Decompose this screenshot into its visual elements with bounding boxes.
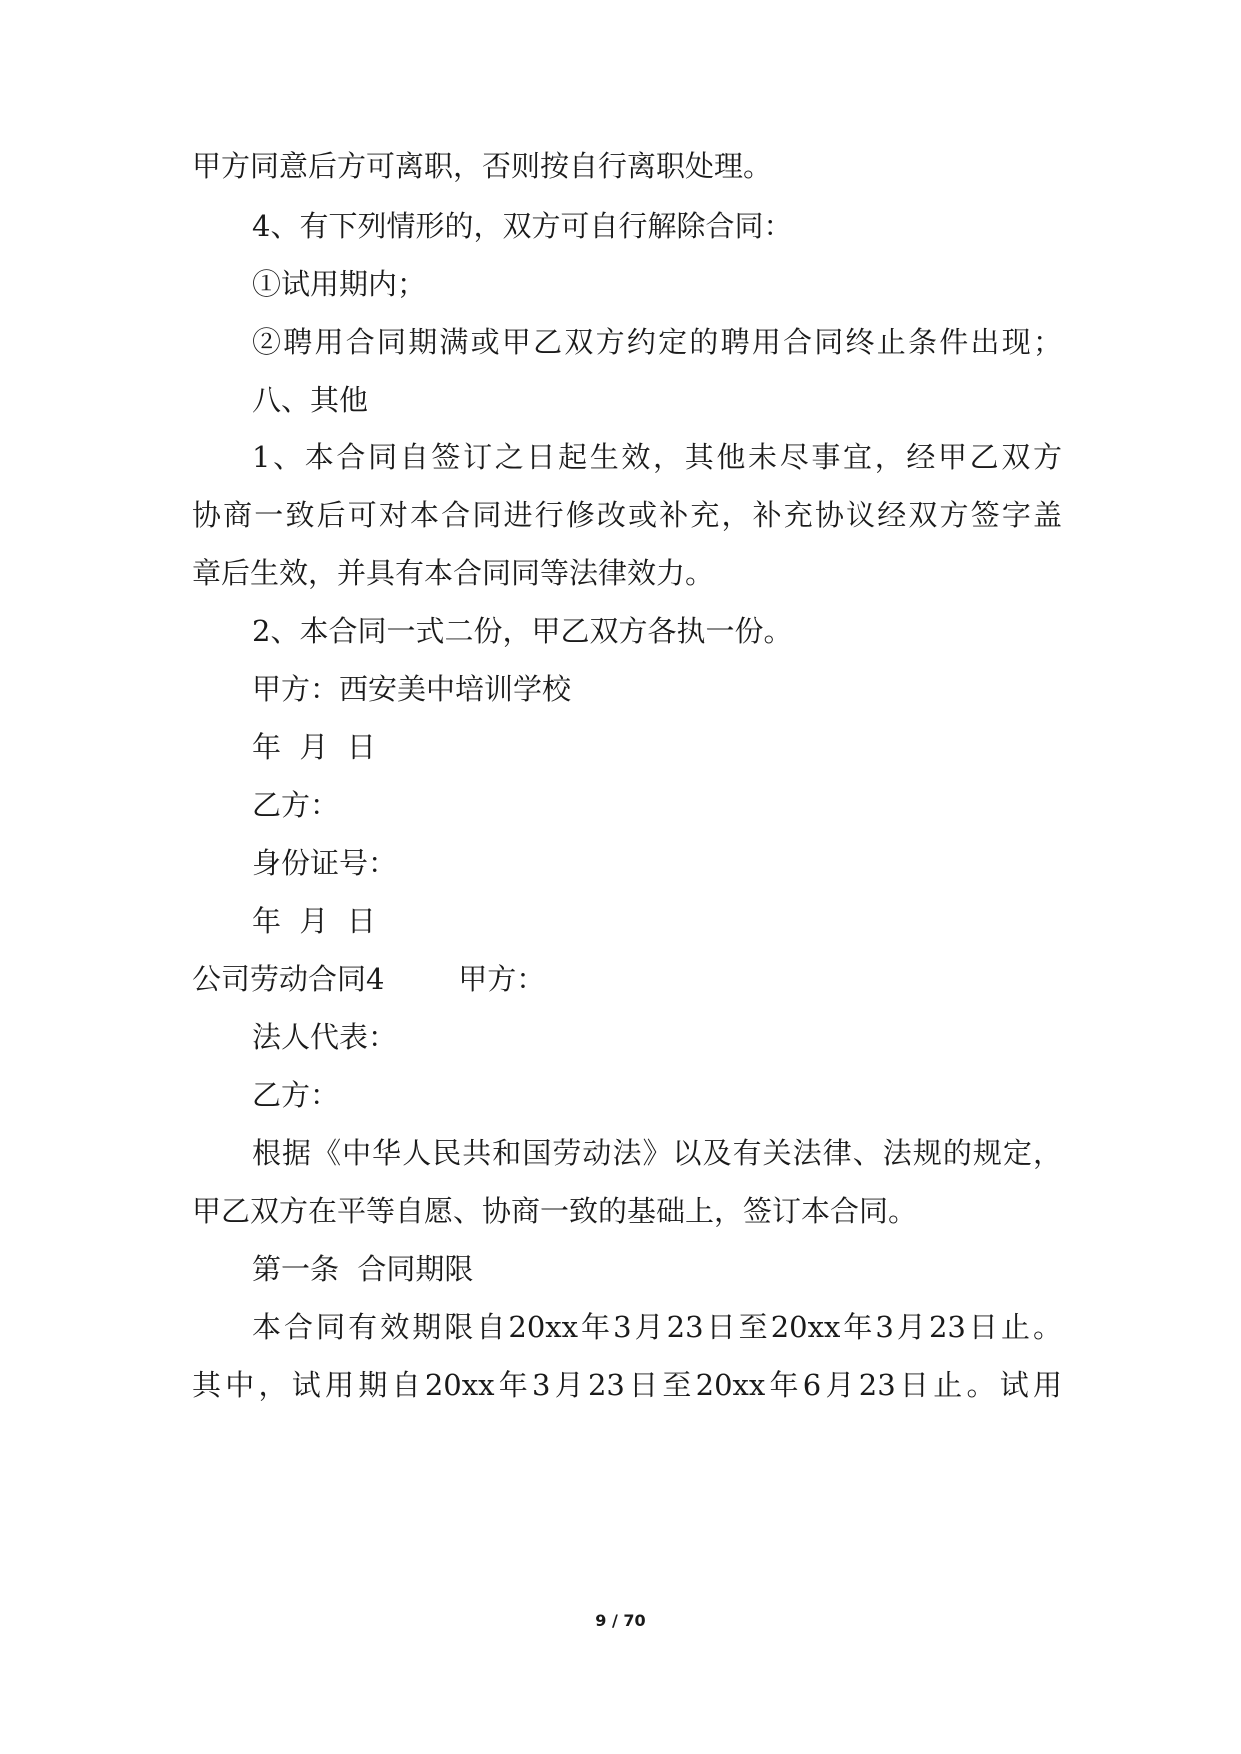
contract-heading-line: 公司劳动合同4 甲方： bbox=[192, 962, 546, 996]
legal-representative-line: 法人代表： bbox=[252, 1020, 398, 1054]
section-heading-other: 八、其他 bbox=[252, 383, 369, 417]
text-line-18: 根据《中华人民共和国劳动法》以及有关法律、法规的规定， bbox=[252, 1136, 1062, 1170]
text-line-6: 1、本合同自签订之日起生效，其他未尽事宜，经甲乙双方 bbox=[252, 440, 1062, 474]
date-line-1: 年 月 日 bbox=[252, 730, 376, 764]
text-line-9: 2、本合同一式二份，甲乙双方各执一份。 bbox=[252, 614, 793, 648]
date-line-2: 年 月 日 bbox=[252, 904, 376, 938]
party-a-line: 甲方：西安美中培训学校 bbox=[252, 672, 572, 706]
party-b-line-2: 乙方： bbox=[252, 1078, 340, 1112]
id-number-line: 身份证号： bbox=[252, 846, 398, 880]
page-number: 9 / 70 bbox=[595, 1611, 646, 1630]
text-line-22: 其中，试用期自20xx年3月23日至20xx年6月23日止。试用 bbox=[192, 1368, 1062, 1402]
text-line-7: 协商一致后可对本合同进行修改或补充，补充协议经双方签字盖 bbox=[192, 498, 1062, 532]
article-one-heading: 第一条 合同期限 bbox=[252, 1252, 474, 1286]
text-line-3: ①试用期内； bbox=[252, 267, 427, 301]
text-line-1: 甲方同意后方可离职，否则按自行离职处理。 bbox=[192, 149, 773, 183]
text-line-4: ②聘用合同期满或甲乙双方约定的聘用合同终止条件出现； bbox=[252, 325, 1062, 359]
party-b-line: 乙方： bbox=[252, 788, 340, 822]
text-line-21: 本合同有效期限自20xx年3月23日至20xx年3月23日止。 bbox=[252, 1310, 1062, 1344]
text-line-19: 甲乙双方在平等自愿、协商一致的基础上，签订本合同。 bbox=[192, 1194, 918, 1228]
text-line-8: 章后生效，并具有本合同同等法律效力。 bbox=[192, 556, 715, 590]
text-line-2: 4、有下列情形的，双方可自行解除合同： bbox=[252, 209, 793, 243]
